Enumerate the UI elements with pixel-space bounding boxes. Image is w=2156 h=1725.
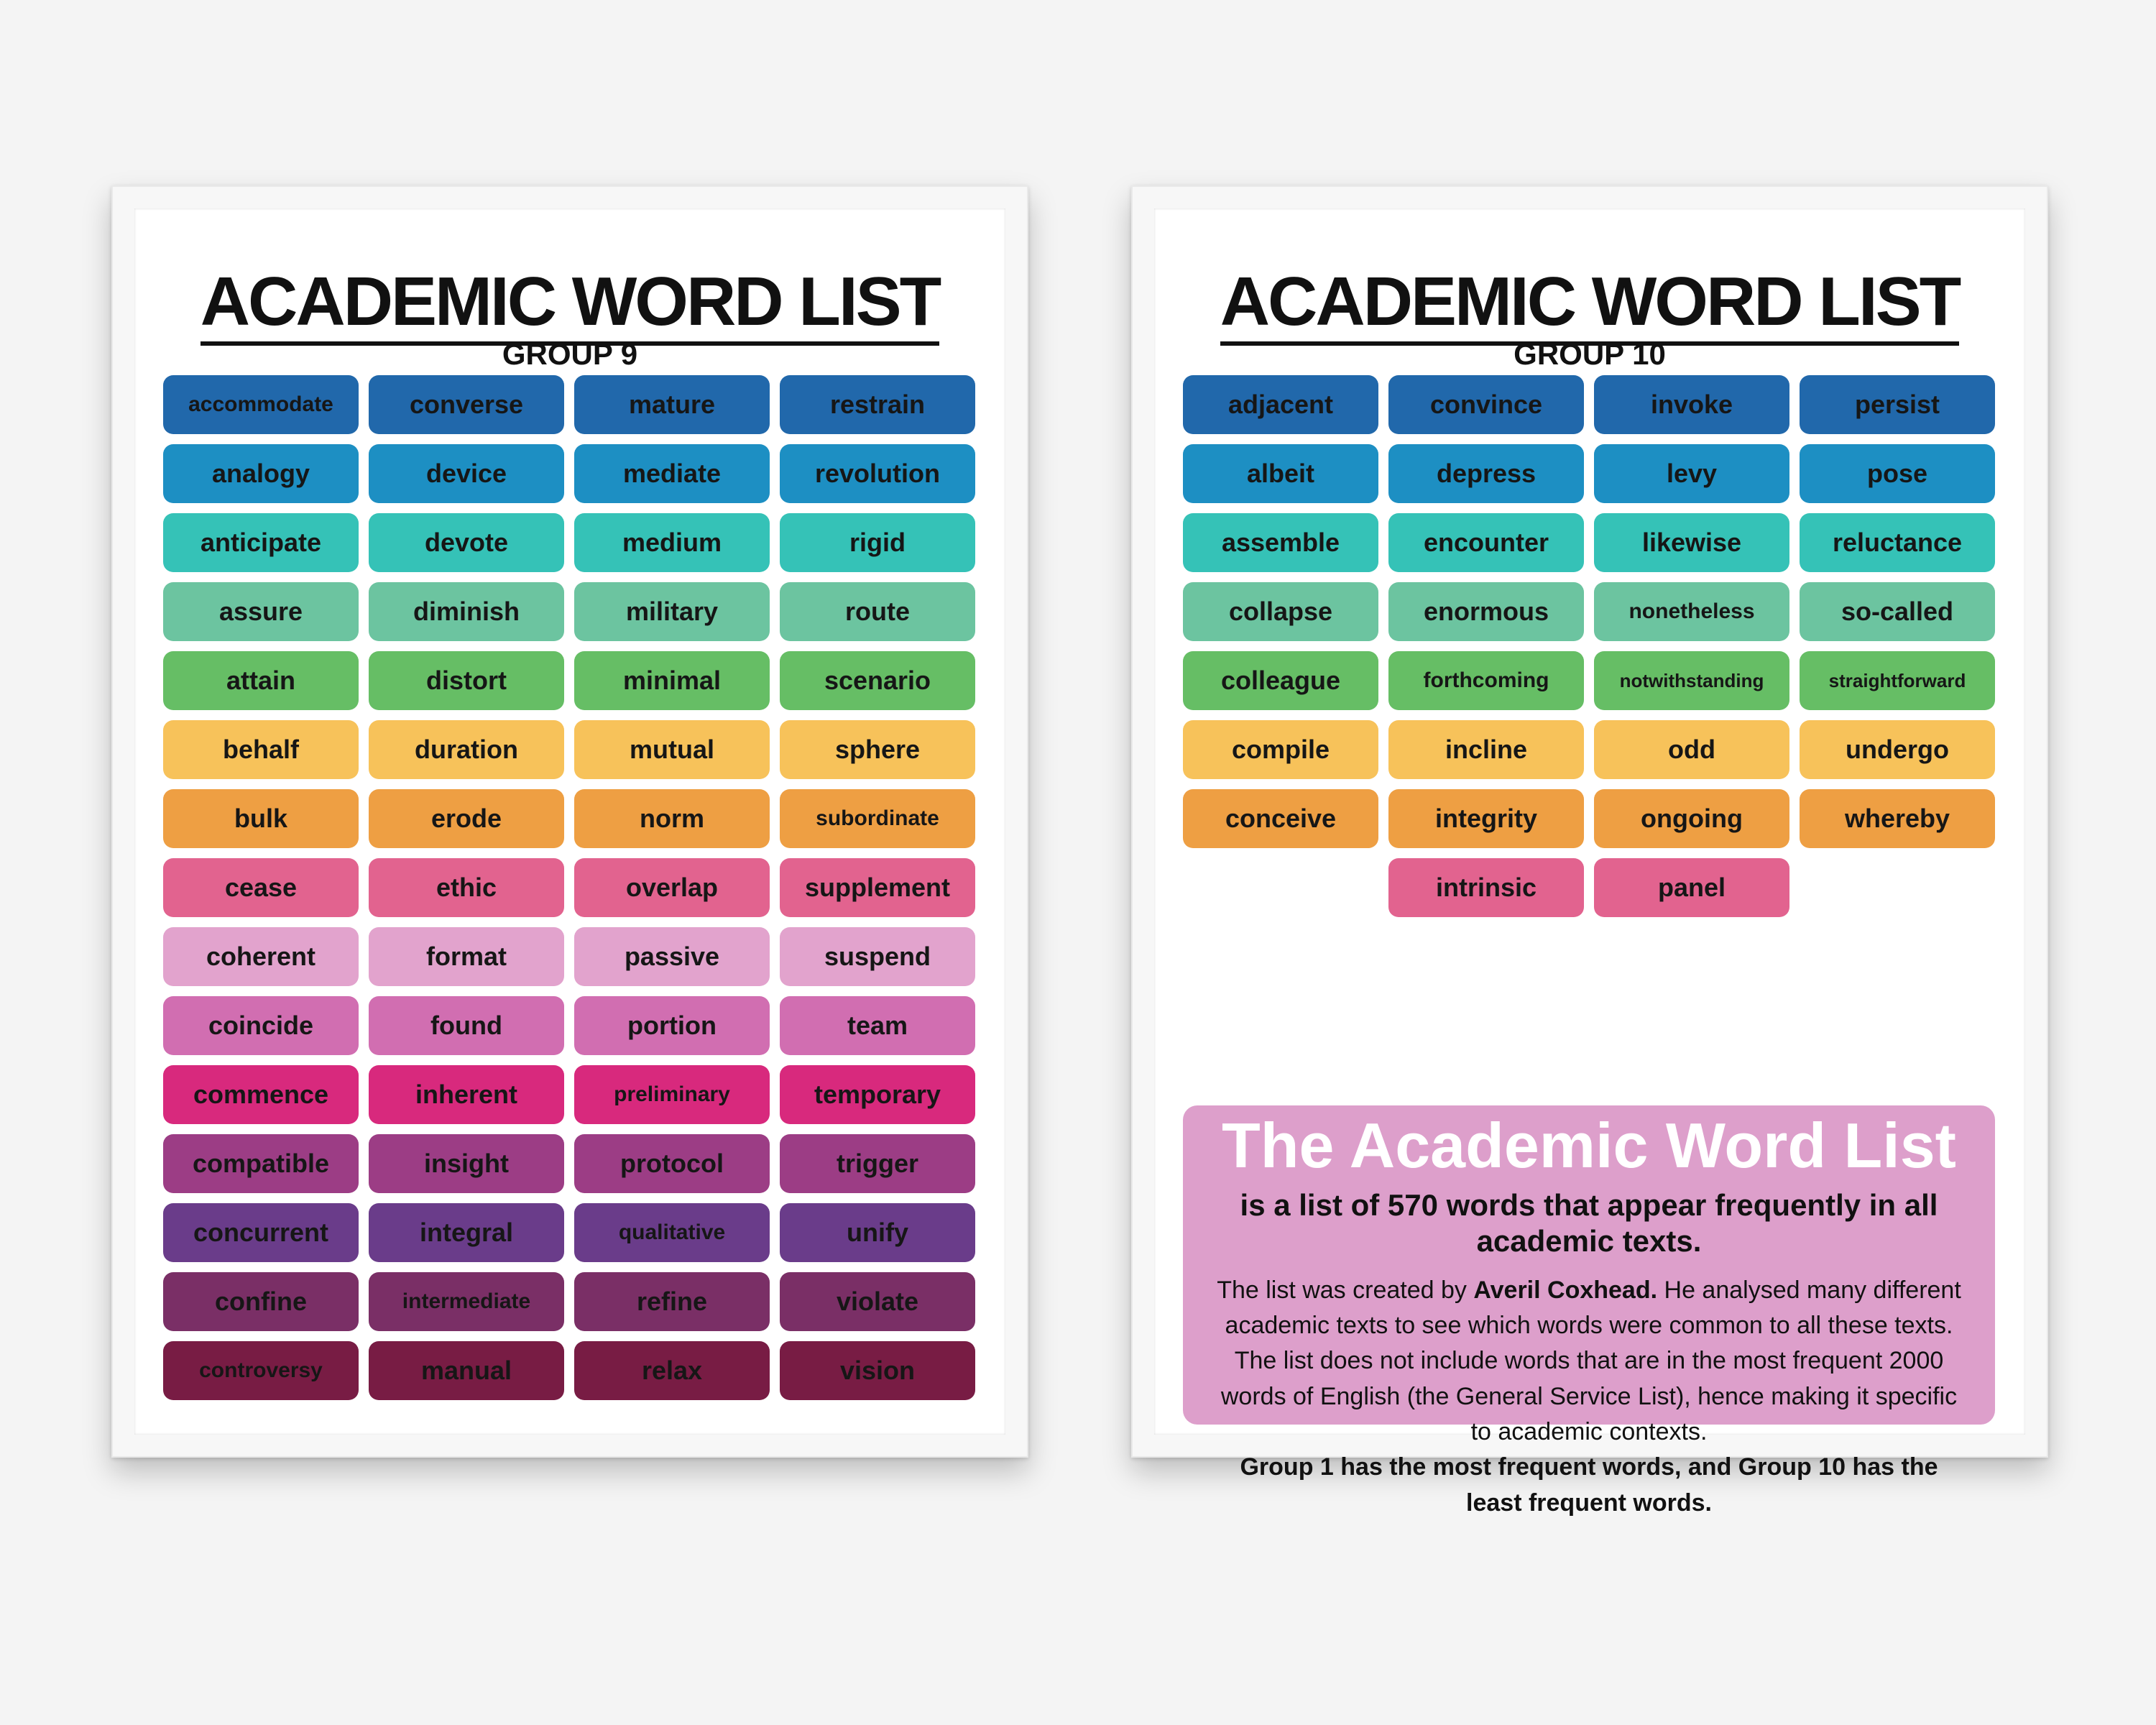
word-pill: adjacent [1183,375,1378,434]
poster-subtitle: GROUP 9 [502,337,638,371]
info-paragraph-2: The list does not include words that are in the most frequent 2000 words of English (the General Service List), hence making it specific to academic contexts. [1220,1347,1958,1445]
word-pill: commence [163,1065,359,1124]
empty-cell [1183,858,1378,917]
word-pill: incline [1388,720,1584,779]
word-pill: team [780,996,975,1055]
word-pill: restrain [780,375,975,434]
word-pill: supplement [780,858,975,917]
word-pill: assemble [1183,513,1378,572]
word-pill: whereby [1800,789,1995,848]
word-pill: intermediate [369,1272,564,1331]
word-pill: coincide [163,996,359,1055]
word-pill: compile [1183,720,1378,779]
word-pill: qualitative [574,1203,770,1262]
info-box [1183,1105,1995,1517]
word-pill: vision [780,1341,975,1400]
word-pill: format [369,927,564,986]
poster-paper [134,208,1005,1435]
word-pill: coherent [163,927,359,986]
info-body [1183,1273,1995,1521]
word-pill: medium [574,513,770,572]
word-pill: insight [369,1134,564,1193]
word-pill: overlap [574,858,770,917]
word-pill: analogy [163,444,359,503]
word-pill: sphere [780,720,975,779]
word-pill: levy [1594,444,1789,503]
word-pill: anticipate [163,513,359,572]
word-pill: integral [369,1203,564,1262]
word-pill: odd [1594,720,1789,779]
word-pill: relax [574,1341,770,1400]
word-pill: undergo [1800,720,1995,779]
word-pill: rigid [780,513,975,572]
word-pill: depress [1388,444,1584,503]
word-pill: persist [1800,375,1995,434]
word-grid [163,375,980,1400]
poster-frame-group-9 [111,185,1028,1458]
word-pill: concurrent [163,1203,359,1262]
word-pill: device [369,444,564,503]
word-pill: violate [780,1272,975,1331]
word-pill: panel [1594,858,1789,917]
word-pill: subordinate [780,789,975,848]
word-pill: minimal [574,651,770,710]
word-pill: likewise [1594,513,1789,572]
word-pill: convince [1388,375,1584,434]
word-pill: conceive [1183,789,1378,848]
word-grid [1183,375,1999,917]
poster-frame-group-10 [1131,185,2048,1517]
word-pill: colleague [1183,651,1378,710]
word-pill: forthcoming [1388,651,1584,710]
word-pill: scenario [780,651,975,710]
word-pill: military [574,582,770,641]
word-pill: enormous [1388,582,1584,641]
word-pill: intrinsic [1388,858,1584,917]
word-pill: preliminary [574,1065,770,1124]
word-pill: mutual [574,720,770,779]
word-pill: revolution [780,444,975,503]
word-pill: found [369,996,564,1055]
word-pill: trigger [780,1134,975,1193]
word-pill: duration [369,720,564,779]
word-pill: mature [574,375,770,434]
word-pill: albeit [1183,444,1378,503]
info-paragraph-1: The list was created by Averil Coxhead. He analysed many different academic texts to see which words were common to all these texts. [1217,1276,1961,1340]
word-pill: cease [163,858,359,917]
word-pill: manual [369,1341,564,1400]
word-pill: invoke [1594,375,1789,434]
word-pill: integrity [1388,789,1584,848]
info-title: The Academic Word List [1222,1110,1956,1181]
word-pill: distort [369,651,564,710]
word-pill: converse [369,375,564,434]
word-pill: compatible [163,1134,359,1193]
word-pill: route [780,582,975,641]
word-pill: assure [163,582,359,641]
word-pill: refine [574,1272,770,1331]
info-paragraph-3: Group 1 has the most frequent words, and Group 10 has the least frequent words. [1240,1453,1938,1517]
poster-title: ACADEMIC WORD LIST [134,267,1005,336]
word-pill: encounter [1388,513,1584,572]
word-pill: confine [163,1272,359,1331]
word-pill: devote [369,513,564,572]
word-pill: accommodate [163,375,359,434]
word-pill: unify [780,1203,975,1262]
word-pill: nonetheless [1594,582,1789,641]
word-pill: norm [574,789,770,848]
word-pill: mediate [574,444,770,503]
word-pill: so-called [1800,582,1995,641]
word-pill: temporary [780,1065,975,1124]
poster-title: ACADEMIC WORD LIST [1154,267,2025,336]
word-pill: passive [574,927,770,986]
empty-cell [1800,858,1995,917]
word-pill: diminish [369,582,564,641]
word-pill: reluctance [1800,513,1995,572]
info-subtitle: is a list of 570 words that appear frequently in all academic texts. [1240,1188,1938,1259]
word-pill: ongoing [1594,789,1789,848]
word-pill: pose [1800,444,1995,503]
word-pill: protocol [574,1134,770,1193]
word-pill: straightforward [1800,651,1995,710]
word-pill: ethic [369,858,564,917]
word-pill: suspend [780,927,975,986]
word-pill: portion [574,996,770,1055]
word-pill: attain [163,651,359,710]
word-pill: behalf [163,720,359,779]
word-pill: controversy [163,1341,359,1400]
poster-paper [1154,208,2025,1517]
word-pill: collapse [1183,582,1378,641]
word-pill: bulk [163,789,359,848]
poster-subtitle: GROUP 10 [1514,337,1666,371]
word-pill: inherent [369,1065,564,1124]
word-pill: notwithstanding [1594,651,1789,710]
word-pill: erode [369,789,564,848]
